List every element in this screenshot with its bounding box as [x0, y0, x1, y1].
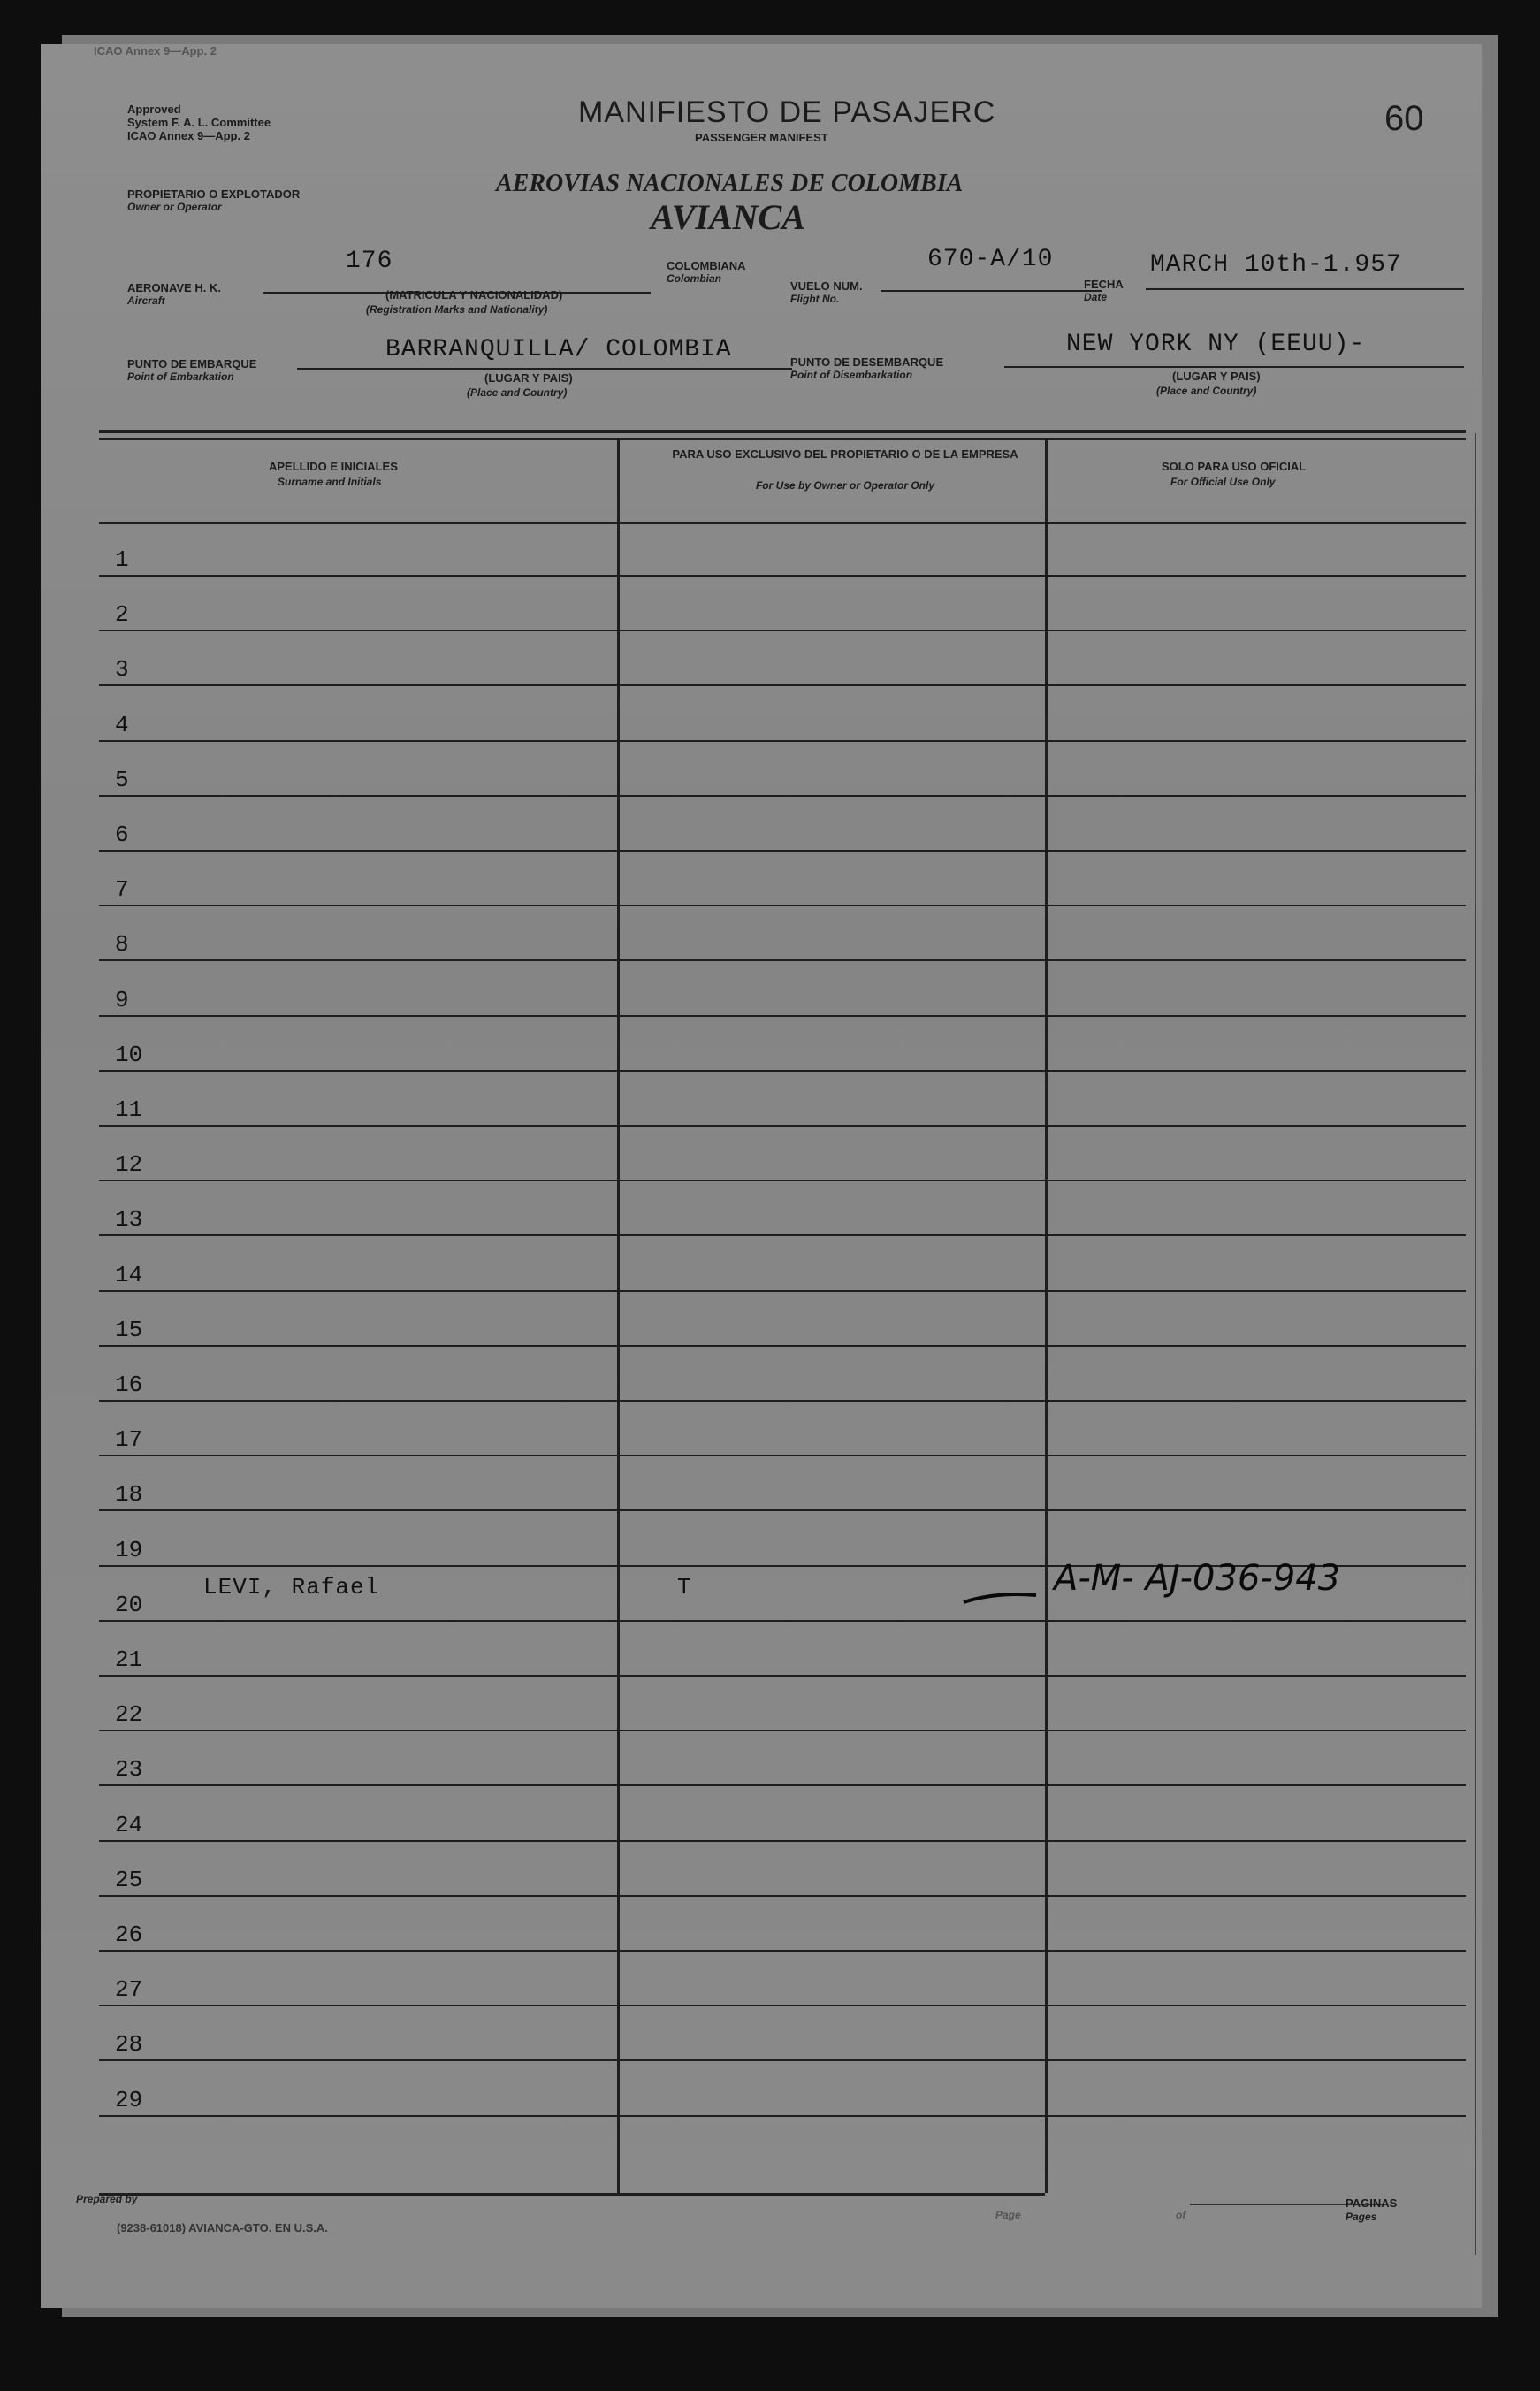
- row-rule: [620, 1455, 1045, 1456]
- row-number: 17: [115, 1426, 143, 1453]
- row-rule: [99, 959, 617, 961]
- row-rule: [99, 1234, 617, 1236]
- row-rule: [99, 1784, 617, 1786]
- row-rule: [1048, 1509, 1466, 1511]
- column-divider-2: [1045, 438, 1048, 2193]
- row-rule: [620, 740, 1045, 742]
- row-rule: [1048, 740, 1466, 742]
- row-number: 4: [115, 712, 129, 738]
- row-rule: [99, 2115, 617, 2117]
- row-rule: [620, 1509, 1045, 1511]
- row-rule: [1048, 575, 1466, 577]
- col-official-en: For Official Use Only: [1170, 476, 1276, 488]
- row-rule: [99, 1015, 617, 1017]
- row-number: 11: [115, 1096, 143, 1123]
- row-rule: [99, 1509, 617, 1511]
- entry-name: LEVI, Rafael: [203, 1574, 380, 1600]
- row-rule: [1048, 850, 1466, 852]
- disembark-sub-es: (LUGAR Y PAIS): [1172, 370, 1261, 383]
- of-label: of: [1176, 2209, 1186, 2221]
- row-rule: [1048, 1950, 1466, 1952]
- row-number: 2: [115, 601, 129, 628]
- col-surname-en: Surname and Initials: [278, 476, 382, 488]
- owner-name-short: AVIANCA: [651, 197, 805, 237]
- row-rule: [1048, 1730, 1466, 1731]
- disembark-label-en: Point of Disembarkation: [790, 369, 913, 381]
- row-rule: [99, 740, 617, 742]
- row-number: 1: [115, 546, 129, 573]
- date-line: [1146, 288, 1464, 290]
- row-rule: [1048, 1455, 1466, 1456]
- flight-value: 670-A/10: [927, 246, 1054, 273]
- row-number: 21: [115, 1646, 143, 1673]
- row-number: 18: [115, 1481, 143, 1508]
- row-rule: [99, 2059, 617, 2061]
- row-rule: [620, 1784, 1045, 1786]
- row-rule: [99, 795, 617, 797]
- approval-line-2: System F. A. L. Committee: [127, 116, 271, 129]
- row-rule: [620, 795, 1045, 797]
- aircraft-sub-es: (MATRICULA Y NACIONALIDAD): [385, 288, 563, 302]
- row-rule: [620, 1895, 1045, 1897]
- col-surname-es: APELLIDO E INICIALES: [269, 460, 398, 473]
- right-edge: [1475, 433, 1476, 2255]
- row-rule: [99, 1620, 617, 1622]
- row-rule: [620, 684, 1045, 686]
- col-official-es: SOLO PARA USO OFICIAL: [1162, 460, 1307, 473]
- aircraft-value: 176: [346, 248, 393, 275]
- row-rule: [1048, 959, 1466, 961]
- row-rule: [99, 1290, 617, 1292]
- row-rule: [1048, 1015, 1466, 1017]
- pages-label: PAGINAS: [1346, 2196, 1398, 2210]
- row-rule: [620, 1345, 1045, 1347]
- row-rule: [1048, 684, 1466, 686]
- row-rule: [99, 1675, 617, 1677]
- prepared-by: Prepared by: [76, 2193, 138, 2205]
- row-rule: [620, 2059, 1045, 2061]
- row-number: 9: [115, 987, 129, 1013]
- row-rule: [1048, 1125, 1466, 1127]
- row-rule: [1048, 1234, 1466, 1236]
- embark-sub-en: (Place and Country): [467, 386, 568, 399]
- row-number: 22: [115, 1701, 143, 1728]
- col-owner-es: PARA USO EXCLUSIVO DEL PROPIETARIO O DE LA EMPRESA: [672, 447, 1018, 461]
- row-rule: [99, 1400, 617, 1402]
- row-rule: [1048, 1784, 1466, 1786]
- row-number: 25: [115, 1867, 143, 1893]
- row-rule: [1048, 2005, 1466, 2006]
- title-en: PASSENGER MANIFEST: [695, 131, 828, 144]
- date-label: FECHA: [1084, 278, 1124, 291]
- row-rule: [99, 1345, 617, 1347]
- pages-label-en: Pages: [1346, 2211, 1377, 2223]
- row-rule: [99, 575, 617, 577]
- header-rule-2: [99, 438, 1466, 440]
- row-number: 15: [115, 1317, 143, 1343]
- row-number: 23: [115, 1756, 143, 1783]
- aircraft-label-en: Aircraft: [127, 294, 165, 307]
- row-rule: [620, 959, 1045, 961]
- row-number: 26: [115, 1921, 143, 1948]
- row-rule: [620, 1015, 1045, 1017]
- row-rule: [620, 2005, 1045, 2006]
- disembark-value: NEW YORK NY (EEUU)-: [1066, 331, 1366, 358]
- row-rule: [620, 1840, 1045, 1842]
- flight-label-en: Flight No.: [790, 293, 840, 305]
- row-rule: [620, 1675, 1045, 1677]
- disembark-sub-en: (Place and Country): [1156, 385, 1257, 397]
- row-number: 27: [115, 1976, 143, 2003]
- row-rule: [1048, 2059, 1466, 2061]
- row-rule: [99, 1565, 617, 1567]
- row-rule: [620, 2115, 1045, 2117]
- entry-owner-use: T: [677, 1574, 692, 1600]
- row-number: 12: [115, 1151, 143, 1178]
- row-number: 3: [115, 656, 129, 683]
- row-rule: [1048, 1675, 1466, 1677]
- date-label-en: Date: [1084, 291, 1108, 303]
- row-rule: [620, 575, 1045, 577]
- page-number: 60: [1384, 99, 1424, 138]
- row-rule: [99, 1895, 617, 1897]
- row-rule: [99, 1455, 617, 1456]
- title-es: MANIFIESTO DE PASAJERC: [578, 95, 996, 129]
- row-number: 28: [115, 2031, 143, 2058]
- row-rule: [620, 1730, 1045, 1731]
- row-rule: [620, 1070, 1045, 1072]
- row-rule: [1048, 905, 1466, 906]
- row-rule: [1048, 1070, 1466, 1072]
- owner-label-en: Owner or Operator: [127, 201, 222, 213]
- row-rule: [620, 1234, 1045, 1236]
- nationality-es: COLOMBIANA: [667, 259, 746, 272]
- row-rule: [620, 630, 1045, 631]
- row-rule: [620, 1565, 1045, 1567]
- row-number: 24: [115, 1812, 143, 1838]
- row-rule: [99, 1180, 617, 1181]
- row-rule: [1048, 1400, 1466, 1402]
- manifest-sheet: [41, 44, 1482, 2308]
- row-number: 16: [115, 1371, 143, 1398]
- column-divider-1: [617, 438, 620, 2193]
- page-label: Page: [995, 2209, 1021, 2221]
- print-code: (9238-61018) AVIANCA-GTO. EN U.S.A.: [117, 2221, 328, 2234]
- embark-value: BARRANQUILLA/ COLOMBIA: [385, 336, 732, 363]
- row-rule: [99, 684, 617, 686]
- row-rule: [620, 1290, 1045, 1292]
- approval-line-3: ICAO Annex 9—App. 2: [127, 129, 250, 142]
- flight-label: VUELO NUM.: [790, 279, 863, 293]
- row-rule: [99, 1070, 617, 1072]
- row-rule: [99, 1730, 617, 1731]
- embark-line: [297, 368, 792, 370]
- row-rule: [1048, 795, 1466, 797]
- row-rule: [1048, 630, 1466, 631]
- flight-line: [881, 290, 1102, 292]
- row-rule: [1048, 2115, 1466, 2117]
- approval-line-1: Approved: [127, 103, 181, 116]
- row-rule: [620, 850, 1045, 852]
- column-header-rule: [99, 522, 1466, 524]
- row-rule: [620, 1950, 1045, 1952]
- corner-note: ICAO Annex 9—App. 2: [94, 44, 217, 57]
- embark-label: PUNTO DE EMBARQUE: [127, 357, 257, 370]
- embark-sub-es: (LUGAR Y PAIS): [484, 371, 573, 385]
- row-number: 10: [115, 1042, 143, 1068]
- row-rule: [620, 1620, 1045, 1622]
- row-rule: [1048, 1620, 1466, 1622]
- row-number: 8: [115, 931, 129, 958]
- disembark-line: [1004, 366, 1464, 368]
- row-number: 19: [115, 1537, 143, 1563]
- disembark-label: PUNTO DE DESEMBARQUE: [790, 355, 944, 369]
- bottom-rule: [99, 2193, 1045, 2196]
- row-rule: [620, 1125, 1045, 1127]
- aircraft-sub-en: (Registration Marks and Nationality): [366, 303, 548, 316]
- row-rule: [99, 1840, 617, 1842]
- row-number: 14: [115, 1262, 143, 1288]
- row-rule: [1048, 1840, 1466, 1842]
- row-number: 6: [115, 821, 129, 848]
- row-number: 20: [115, 1592, 143, 1618]
- row-rule: [99, 1125, 617, 1127]
- nationality-en: Colombian: [667, 272, 721, 285]
- row-number: 13: [115, 1206, 143, 1233]
- row-rule: [620, 1180, 1045, 1181]
- row-number: 7: [115, 876, 129, 903]
- row-rule: [1048, 1895, 1466, 1897]
- row-rule: [99, 850, 617, 852]
- row-rule: [99, 1950, 617, 1952]
- owner-name: AEROVIAS NACIONALES DE COLOMBIA: [496, 170, 964, 197]
- row-number: 29: [115, 2087, 143, 2113]
- row-rule: [99, 905, 617, 906]
- row-rule: [620, 1400, 1045, 1402]
- date-value: MARCH 10th-1.957: [1150, 251, 1402, 279]
- entry-official-use: A-M- AJ-036-943: [1054, 1558, 1341, 1599]
- row-number: 5: [115, 767, 129, 793]
- dash-mark: [960, 1581, 1040, 1608]
- row-rule: [1048, 1180, 1466, 1181]
- embark-label-en: Point of Embarkation: [127, 370, 234, 383]
- row-rule: [1048, 1345, 1466, 1347]
- aircraft-label: AERONAVE H. K.: [127, 281, 221, 294]
- owner-label: PROPIETARIO O EXPLOTADOR: [127, 187, 301, 201]
- row-rule: [99, 2005, 617, 2006]
- row-rule: [99, 630, 617, 631]
- col-owner-en: For Use by Owner or Operator Only: [755, 479, 935, 492]
- row-rule: [1048, 1290, 1466, 1292]
- row-rule: [620, 905, 1045, 906]
- header-rule-1: [99, 430, 1466, 433]
